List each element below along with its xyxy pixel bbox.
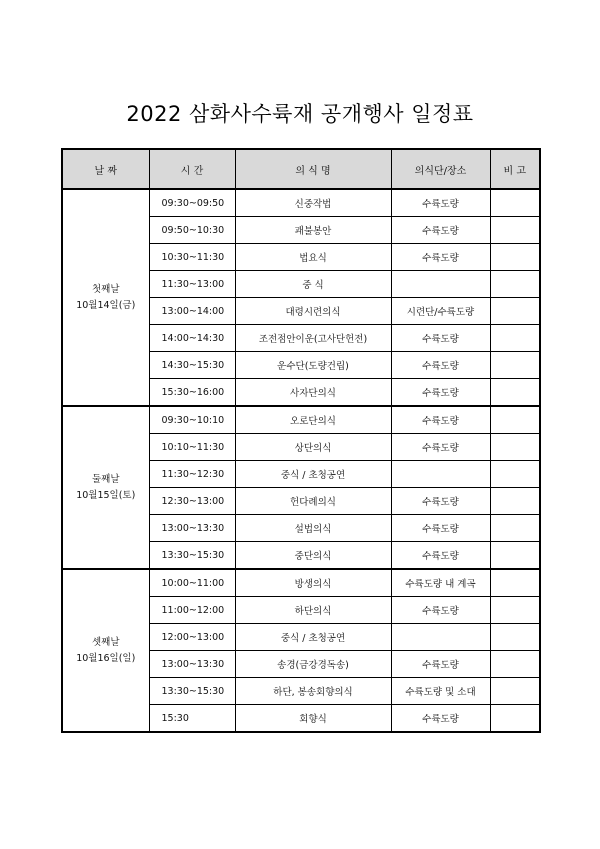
note-cell — [490, 244, 540, 271]
note-cell — [490, 406, 540, 434]
ceremony-cell: 하단의식 — [235, 597, 391, 624]
note-cell — [490, 434, 540, 461]
note-cell — [490, 379, 540, 407]
time-cell: 10:30~11:30 — [149, 244, 235, 271]
day-date: 10월15일(토) — [76, 489, 136, 501]
ceremony-cell: 중식 / 초청공연 — [235, 624, 391, 651]
place-cell: 수륙도량 — [391, 434, 490, 461]
table-row — [62, 406, 540, 434]
ceremony-cell: 대령시련의식 — [235, 298, 391, 325]
header-time: 시 간 — [149, 149, 235, 189]
note-cell — [490, 624, 540, 651]
time-cell: 09:50~10:30 — [149, 217, 235, 244]
ceremony-cell: 법요식 — [235, 244, 391, 271]
ceremony-cell: 신중작법 — [235, 189, 391, 217]
note-cell — [490, 678, 540, 705]
day-date: 10월14일(금) — [76, 299, 136, 311]
ceremony-cell: 송경(금강경독송) — [235, 651, 391, 678]
note-cell — [490, 488, 540, 515]
ceremony-cell: 하단, 봉송회향의식 — [235, 678, 391, 705]
note-cell — [490, 515, 540, 542]
note-cell — [490, 325, 540, 352]
note-cell — [490, 569, 540, 597]
day-date: 10월16일(일) — [76, 652, 136, 664]
time-cell: 13:00~13:30 — [149, 515, 235, 542]
time-cell: 11:30~12:30 — [149, 461, 235, 488]
place-cell: 수륙도량 — [391, 244, 490, 271]
header-note: 비 고 — [490, 149, 540, 189]
time-cell: 13:30~15:30 — [149, 542, 235, 570]
day-name: 셋째날 — [91, 636, 120, 648]
place-cell — [391, 461, 490, 488]
time-cell: 10:00~11:00 — [149, 569, 235, 597]
header-ceremony: 의 식 명 — [235, 149, 391, 189]
place-cell: 수륙도량 — [391, 488, 490, 515]
time-cell: 14:00~14:30 — [149, 325, 235, 352]
place-cell: 수륙도량 — [391, 379, 490, 407]
place-cell: 수륙도량 — [391, 542, 490, 570]
day-cell — [62, 189, 149, 406]
ceremony-cell: 괘불봉안 — [235, 217, 391, 244]
place-cell — [391, 624, 490, 651]
place-cell: 수륙도량 — [391, 515, 490, 542]
place-cell: 수륙도량 내 계곡 — [391, 569, 490, 597]
note-cell — [490, 705, 540, 733]
ceremony-cell: 회향식 — [235, 705, 391, 733]
page-title: 2022 삼화사수륙재 공개행사 일정표 — [126, 102, 474, 126]
place-cell: 수륙도량 — [391, 651, 490, 678]
day-cell — [62, 569, 149, 732]
table-row — [62, 569, 540, 597]
place-cell: 수륙도량 및 소대 — [391, 678, 490, 705]
place-cell — [391, 271, 490, 298]
place-cell: 수륙도량 — [391, 325, 490, 352]
time-cell: 13:30~15:30 — [149, 678, 235, 705]
time-cell: 09:30~10:10 — [149, 406, 235, 434]
header-date: 날 짜 — [62, 149, 149, 189]
note-cell — [490, 217, 540, 244]
ceremony-cell: 사자단의식 — [235, 379, 391, 407]
note-cell — [490, 352, 540, 379]
day-name: 첫째날 — [91, 283, 120, 295]
ceremony-cell: 상단의식 — [235, 434, 391, 461]
header-row — [62, 149, 540, 189]
day-group — [62, 406, 540, 569]
place-cell: 수륙도량 — [391, 705, 490, 733]
day-group — [62, 189, 540, 406]
time-cell: 15:30 — [149, 705, 235, 733]
note-cell — [490, 189, 540, 217]
time-cell: 15:30~16:00 — [149, 379, 235, 407]
place-cell: 수륙도량 — [391, 217, 490, 244]
time-cell: 10:10~11:30 — [149, 434, 235, 461]
schedule-table — [61, 148, 541, 733]
note-cell — [490, 271, 540, 298]
table-row — [62, 189, 540, 217]
place-cell: 수륙도량 — [391, 406, 490, 434]
note-cell — [490, 461, 540, 488]
time-cell: 11:00~12:00 — [149, 597, 235, 624]
time-cell: 09:30~09:50 — [149, 189, 235, 217]
ceremony-cell: 운수단(도량건립) — [235, 352, 391, 379]
ceremony-cell: 중단의식 — [235, 542, 391, 570]
note-cell — [490, 298, 540, 325]
time-cell: 12:00~13:00 — [149, 624, 235, 651]
time-cell: 11:30~13:00 — [149, 271, 235, 298]
day-group — [62, 569, 540, 732]
place-cell: 수륙도량 — [391, 352, 490, 379]
day-name: 둘째날 — [91, 473, 120, 485]
place-cell: 수륙도량 — [391, 597, 490, 624]
ceremony-cell: 설법의식 — [235, 515, 391, 542]
day-cell — [62, 406, 149, 569]
note-cell — [490, 597, 540, 624]
place-cell: 수륙도량 — [391, 189, 490, 217]
ceremony-cell: 헌다례의식 — [235, 488, 391, 515]
ceremony-cell: 방생의식 — [235, 569, 391, 597]
ceremony-cell: 조전점안이운(고사단헌전) — [235, 325, 391, 352]
time-cell: 13:00~14:00 — [149, 298, 235, 325]
time-cell: 12:30~13:00 — [149, 488, 235, 515]
ceremony-cell: 오로단의식 — [235, 406, 391, 434]
ceremony-cell: 중 식 — [235, 271, 391, 298]
note-cell — [490, 651, 540, 678]
time-cell: 14:30~15:30 — [149, 352, 235, 379]
ceremony-cell: 중식 / 초청공연 — [235, 461, 391, 488]
header-place: 의식단/장소 — [391, 149, 490, 189]
note-cell — [490, 542, 540, 570]
time-cell: 13:00~13:30 — [149, 651, 235, 678]
place-cell: 시련단/수륙도량 — [391, 298, 490, 325]
